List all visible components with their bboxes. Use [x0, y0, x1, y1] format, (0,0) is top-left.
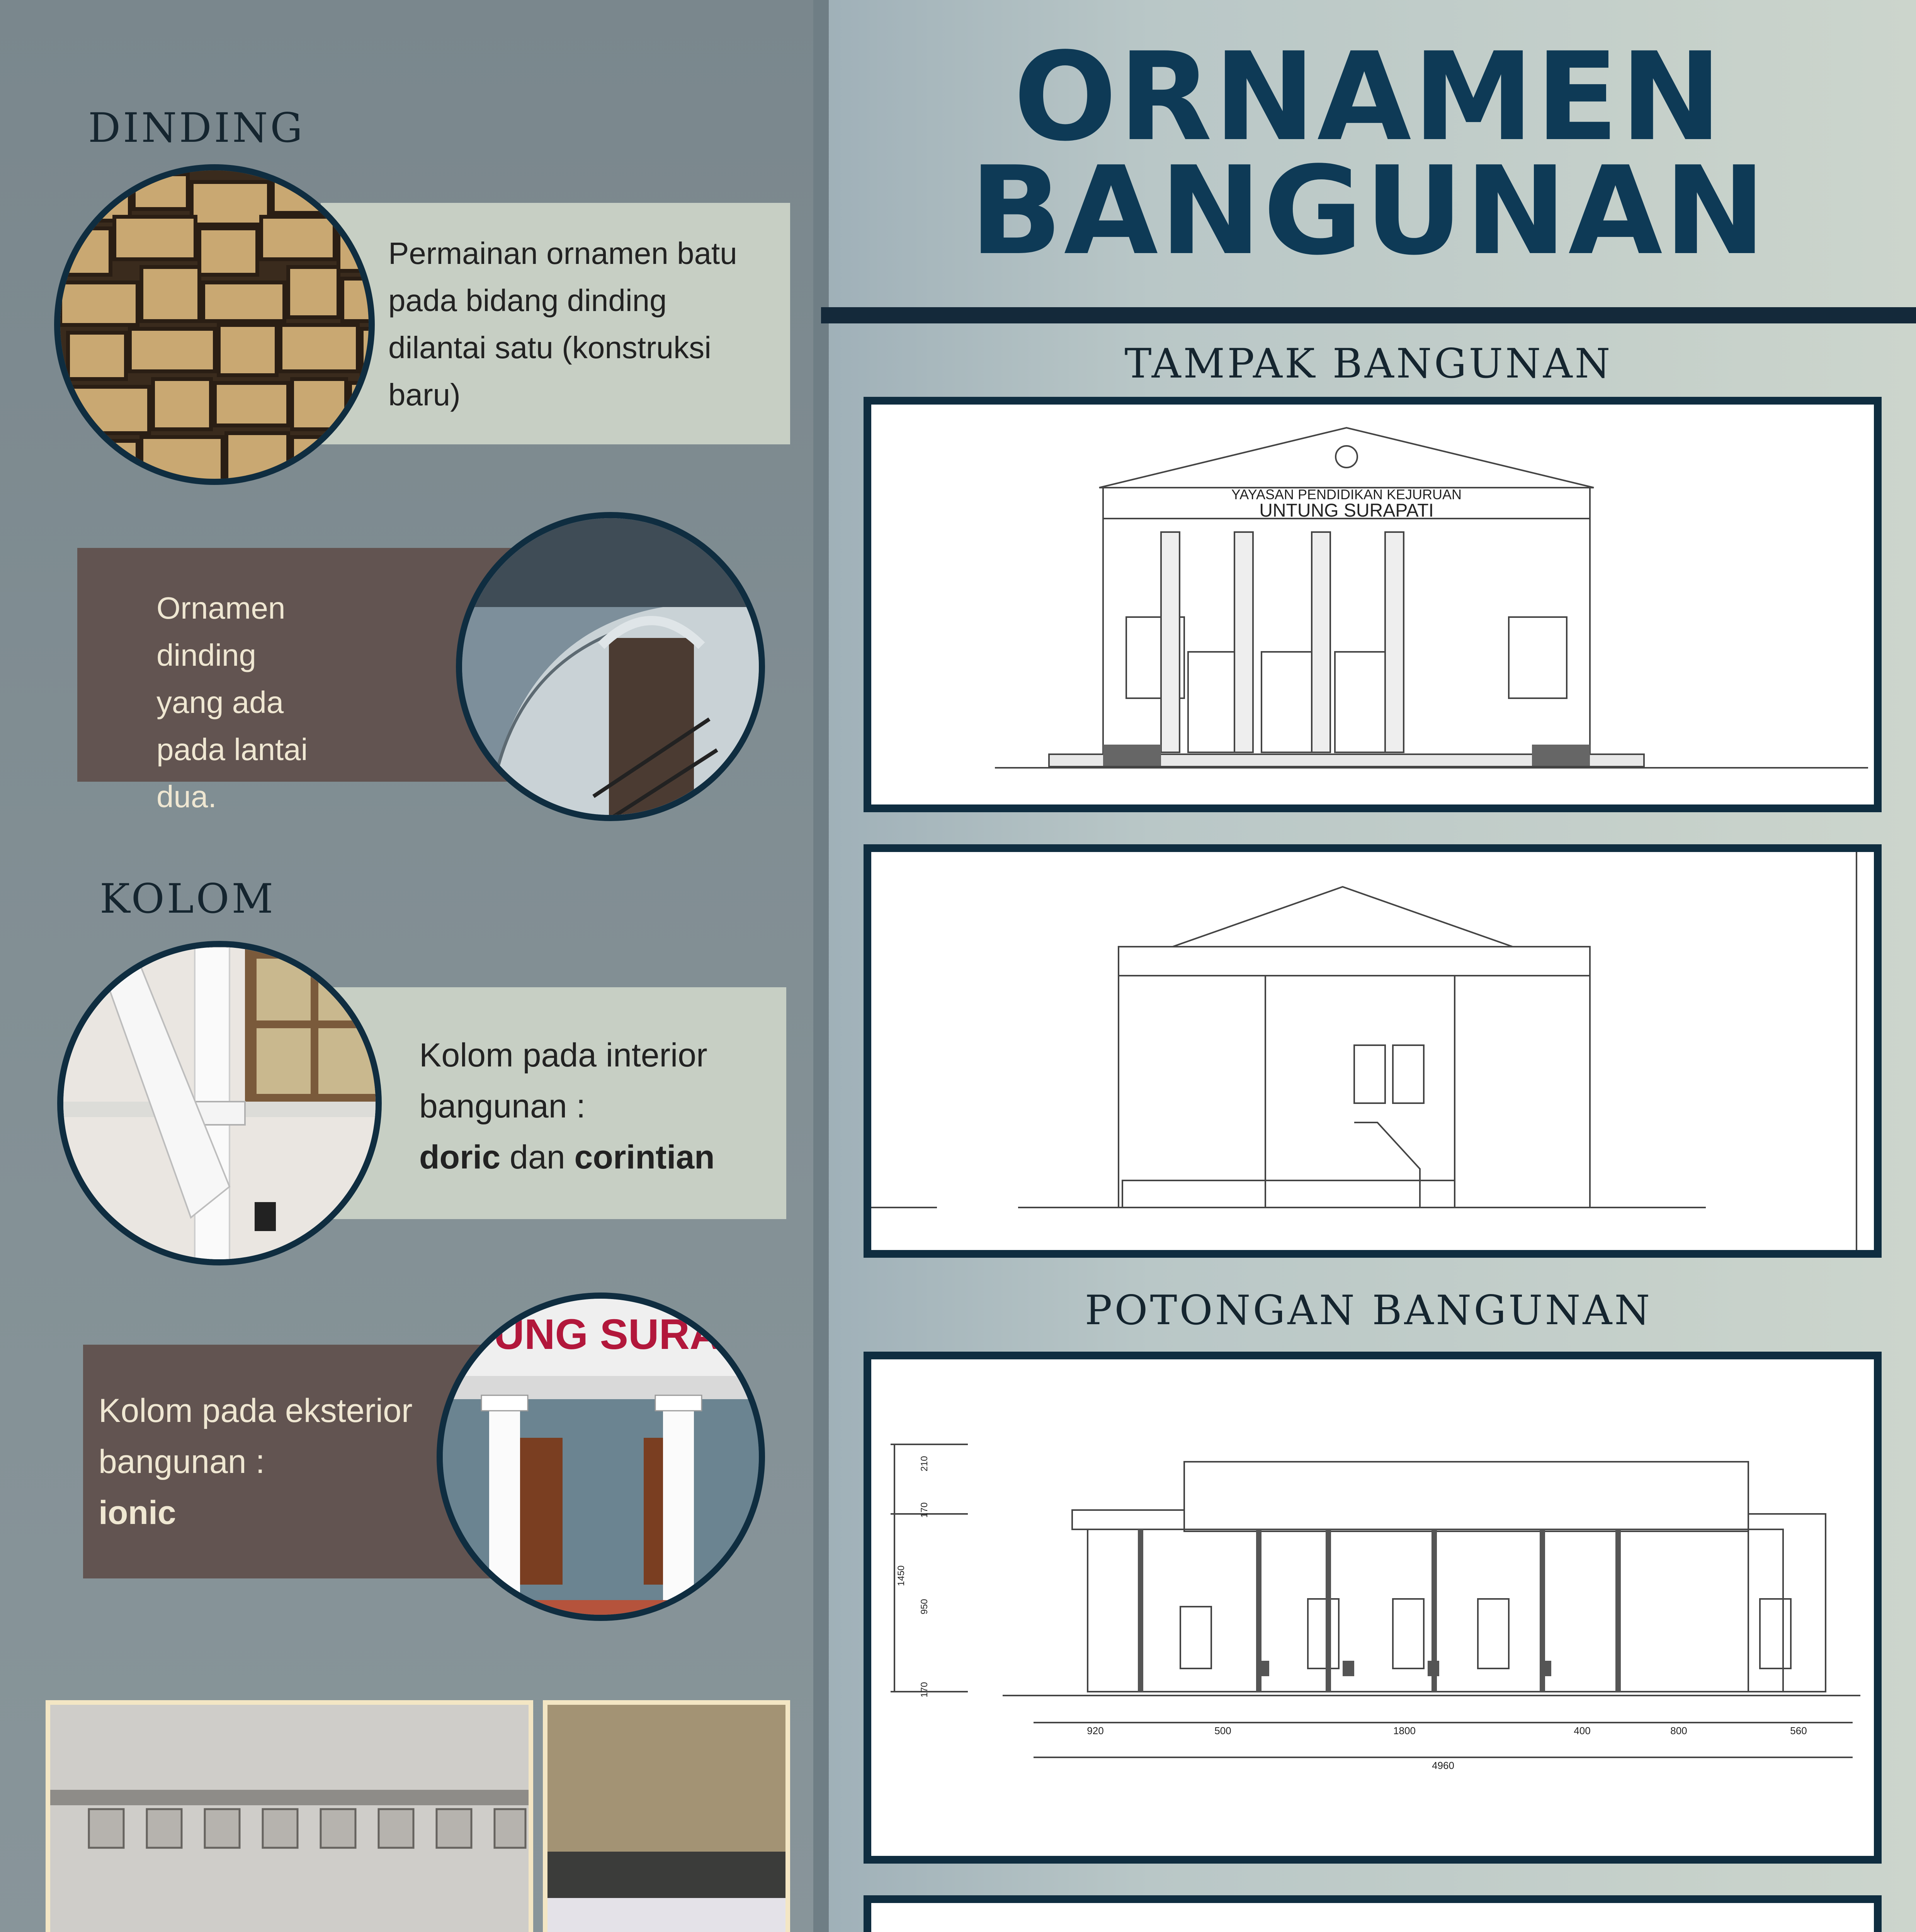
- sign-line-2: UNTUNG SURAPATI: [1259, 500, 1434, 521]
- tampak-heading: TAMPAK BANGUNAN: [1124, 340, 1613, 387]
- cornice-photo-top-right: [543, 1700, 790, 1932]
- ionic-label: ionic: [99, 1494, 176, 1531]
- long-dim-total: 4960: [1432, 1760, 1454, 1771]
- side-elevation-drawing: [871, 852, 1874, 1250]
- long-vert-1: 210: [919, 1456, 930, 1472]
- cornice-photo-large-drawing: [50, 1705, 529, 1932]
- wall-ornament-drawing: [462, 518, 765, 821]
- side-elevation-panel: [864, 844, 1882, 1258]
- long-vert-2: 170: [919, 1502, 930, 1518]
- kolom-card-1-line-2: bangunan :: [419, 1088, 586, 1125]
- long-vert-5: 1450: [896, 1565, 906, 1586]
- long-vert-4: 170: [919, 1682, 930, 1698]
- cornice-photo-large: [46, 1700, 533, 1932]
- kolom-card-1-line-1: Kolom pada interior: [419, 1037, 707, 1074]
- title-line-2: BANGUNAN: [969, 141, 1768, 282]
- long-vert-3: 950: [919, 1599, 930, 1615]
- cross-section-drawing: [871, 1903, 1874, 1932]
- dinding-card-2: [77, 548, 522, 814]
- front-elevation-panel: [864, 397, 1882, 812]
- column-divider: [813, 0, 829, 1932]
- kolom-card-2-line-2: bangunan :: [99, 1443, 265, 1480]
- photo-sign-text: UNG SURA: [493, 1311, 721, 1358]
- long-dim-1: 920: [1087, 1725, 1104, 1736]
- dinding-card-1-text: Permainan ornamen batu pada bidang dinding dilantai satu (konstruksi baru): [388, 236, 737, 412]
- dinding-card-1: [321, 203, 790, 444]
- corintian-label: corintian: [574, 1139, 715, 1176]
- dinding-card-2-text: Ornamen dinding yang ada pada lantai dua.: [156, 591, 308, 814]
- long-dim-3: 1800: [1393, 1725, 1416, 1736]
- kolom-heading: KOLOM: [100, 875, 276, 922]
- kolom-card-1: [325, 987, 786, 1219]
- interior-column-photo: [57, 941, 382, 1265]
- wall-ornament-photo: [456, 512, 765, 821]
- potongan-heading: POTONGAN BANGUNAN: [1085, 1287, 1652, 1334]
- page-title: [821, 27, 1916, 282]
- doric-label: doric: [419, 1139, 501, 1176]
- exterior-column-drawing: [443, 1299, 765, 1621]
- sign-line-1: YAYASAN PENDIDIKAN KEJURUAN: [1231, 486, 1462, 502]
- long-dim-5: 800: [1670, 1725, 1687, 1736]
- kolom-card-2-line-1: Kolom pada eksterior: [99, 1392, 413, 1429]
- pediment-emblem-icon: [1336, 446, 1357, 468]
- front-elevation-drawing: [871, 405, 1874, 804]
- kolom-card-1-mid: dan: [500, 1139, 575, 1176]
- long-section-panel: [864, 1352, 1882, 1864]
- kolom-card-1-line-3: [419, 1132, 771, 1183]
- title-rule: [821, 307, 1916, 323]
- cornice-photo-top-right-drawing: [547, 1705, 785, 1932]
- long-dim-6: 560: [1790, 1725, 1807, 1736]
- long-section-drawing: [871, 1359, 1874, 1856]
- stone-wall-pattern: [60, 170, 375, 485]
- exterior-column-photo: [437, 1293, 765, 1621]
- stone-wall-photo: [54, 164, 375, 485]
- interior-column-drawing: [63, 947, 382, 1265]
- kolom-card-2-line-3: [99, 1487, 500, 1538]
- dinding-heading: DINDING: [88, 104, 305, 151]
- title-line-1: ORNAMEN: [1013, 27, 1724, 168]
- long-dim-2: 500: [1214, 1725, 1231, 1736]
- cross-section-panel: [864, 1895, 1882, 1932]
- long-dim-4: 400: [1574, 1725, 1591, 1736]
